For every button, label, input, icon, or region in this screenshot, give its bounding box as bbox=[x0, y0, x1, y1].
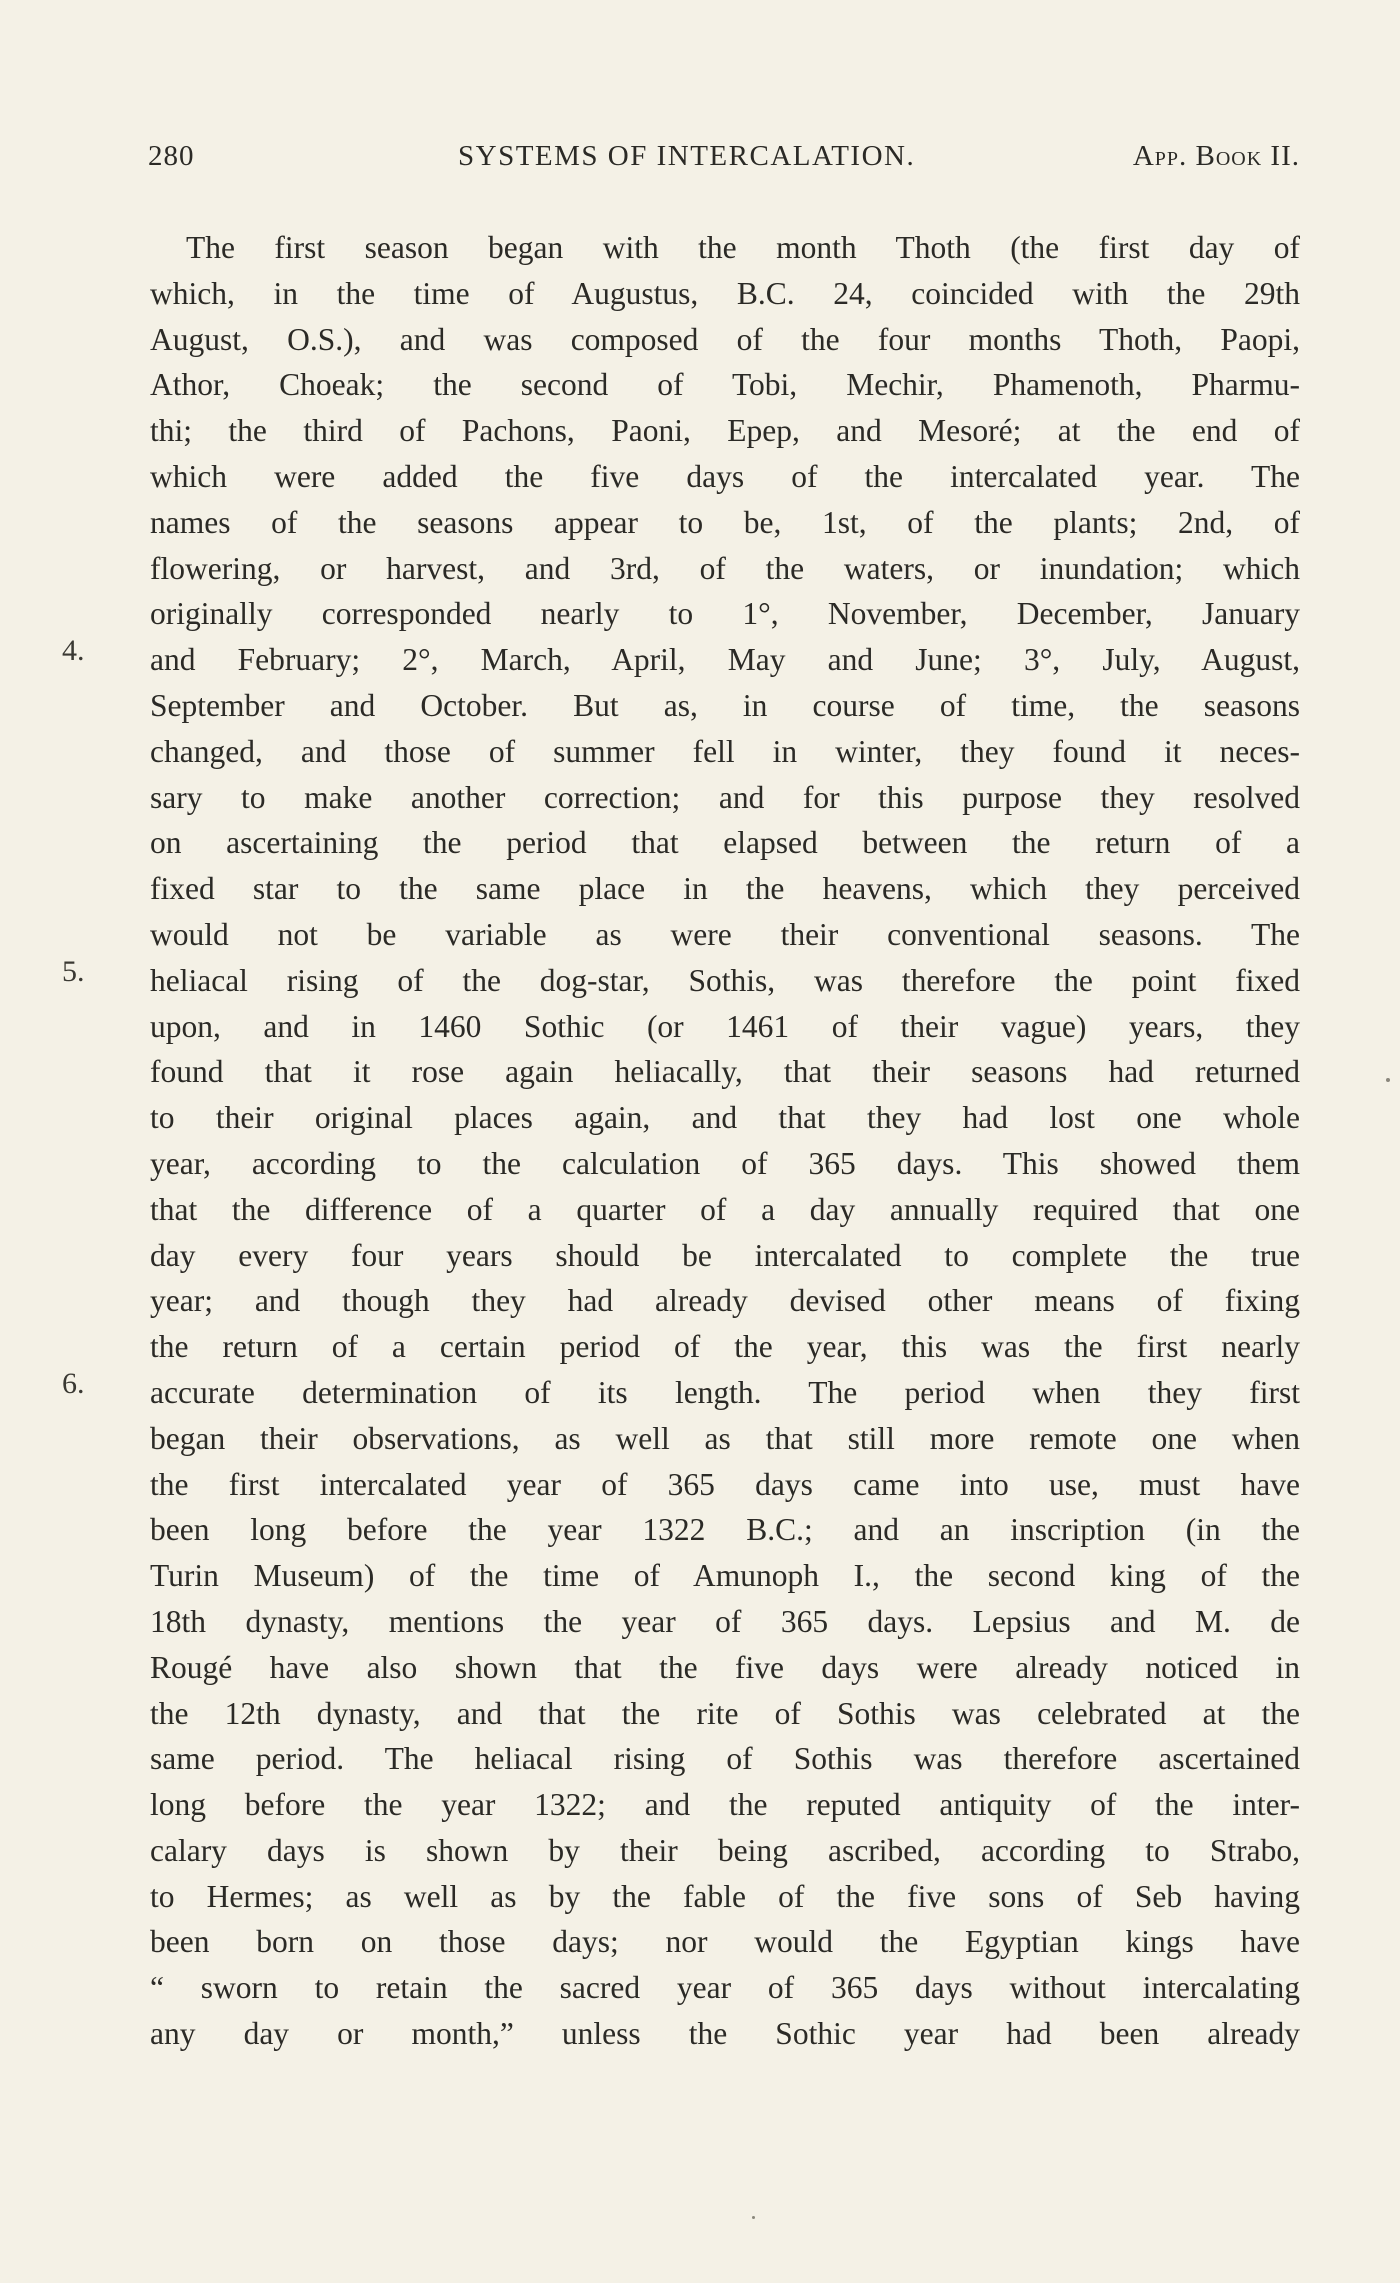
text-line: to Hermes; as well as by the fable of the five sons of Seb having bbox=[150, 1878, 1300, 1914]
text-line: any day or month,” unless the Sothic year had been already bbox=[150, 2016, 1300, 2052]
text-line: which, in the time of Augustus, B.C. 24, coincided with the 29th bbox=[150, 275, 1300, 311]
body-text bbox=[150, 225, 1300, 2057]
margin-note-6: 6. bbox=[62, 1367, 85, 1400]
text-line: heliacal rising of the dog-star, Sothis, was therefore the point fixed bbox=[150, 962, 1300, 998]
text-line: long before the year 1322; and the reputed antiquity of the inter- bbox=[150, 1787, 1300, 1823]
text-line: year, according to the calculation of 365 days. This showed them bbox=[150, 1145, 1300, 1181]
text-line: sary to make another correction; and for this purpose they resolved bbox=[150, 779, 1300, 815]
running-header bbox=[148, 140, 1300, 184]
text-line: been long before the year 1322 B.C.; and an inscription (in the bbox=[150, 1512, 1300, 1548]
text-line: the 12th dynasty, and that the rite of Sothis was celebrated at the bbox=[150, 1695, 1300, 1731]
text-line: originally corresponded nearly to 1°, November, December, January bbox=[150, 596, 1300, 632]
text-line: Rougé have also shown that the five days were already noticed in bbox=[150, 1649, 1300, 1685]
text-line: same period. The heliacal rising of Sothis was therefore ascertained bbox=[150, 1741, 1300, 1777]
text-line: accurate determination of its length. The period when they first bbox=[150, 1374, 1300, 1410]
text-line: September and October. But as, in course of time, the seasons bbox=[150, 687, 1300, 723]
running-title: SYSTEMS OF INTERCALATION. bbox=[458, 140, 916, 172]
page-number: 280 bbox=[148, 140, 195, 172]
text-line: which were added the five days of the intercalated year. The bbox=[150, 458, 1300, 494]
text-line: that the difference of a quarter of a day annually required that one bbox=[150, 1191, 1300, 1227]
text-line: names of the seasons appear to be, 1st, of the plants; 2nd, of bbox=[150, 504, 1300, 540]
text-line: calary days is shown by their being ascribed, according to Strabo, bbox=[150, 1832, 1300, 1868]
margin-note-4: 4. bbox=[62, 634, 85, 667]
text-line: flowering, or harvest, and 3rd, of the waters, or inundation; which bbox=[150, 550, 1300, 586]
text-line: to their original places again, and that they had lost one whole bbox=[150, 1100, 1300, 1136]
text-line: and February; 2°, March, April, May and June; 3°, July, August, bbox=[150, 642, 1300, 678]
text-line: changed, and those of summer fell in winter, they found it neces- bbox=[150, 733, 1300, 769]
text-line: August, O.S.), and was composed of the four months Thoth, Paopi, bbox=[150, 321, 1300, 357]
book-reference: App. Book II. bbox=[1132, 140, 1300, 172]
text-line: thi; the third of Pachons, Paoni, Epep, and Mesoré; at the end of bbox=[150, 413, 1300, 449]
text-line: day every four years should be intercalated to complete the true bbox=[150, 1237, 1300, 1273]
text-line: the return of a certain period of the year, this was the first nearly bbox=[150, 1329, 1300, 1365]
text-line: found that it rose again heliacally, that their seasons had returned bbox=[150, 1054, 1300, 1090]
text-line: Turin Museum) of the time of Amunoph I., the second king of the bbox=[150, 1558, 1300, 1594]
text-line: Athor, Choeak; the second of Tobi, Mechir, Phamenoth, Pharmu- bbox=[150, 367, 1300, 403]
text-line: began their observations, as well as that still more remote one when bbox=[150, 1420, 1300, 1456]
text-line: “ sworn to retain the sacred year of 365 days without intercalating bbox=[150, 1970, 1300, 2006]
text-line: fixed star to the same place in the heavens, which they perceived bbox=[150, 871, 1300, 907]
text-line: on ascertaining the period that elapsed between the return of a bbox=[150, 825, 1300, 861]
text-line: 18th dynasty, mentions the year of 365 days. Lepsius and M. de bbox=[150, 1603, 1300, 1639]
margin-note-5: 5. bbox=[62, 955, 85, 988]
text-line: year; and though they had already devised other means of fixing bbox=[150, 1283, 1300, 1319]
paper-speck bbox=[1386, 1078, 1390, 1082]
text-line: The first season began with the month Thoth (the first day of bbox=[186, 230, 1300, 265]
text-line: upon, and in 1460 Sothic (or 1461 of their vague) years, they bbox=[150, 1008, 1300, 1044]
text-line: the first intercalated year of 365 days came into use, must have bbox=[150, 1466, 1300, 1502]
text-line: would not be variable as were their conventional seasons. The bbox=[150, 916, 1300, 952]
text-line: been born on those days; nor would the Egyptian kings have bbox=[150, 1924, 1300, 1960]
paper-speck bbox=[752, 2216, 755, 2219]
